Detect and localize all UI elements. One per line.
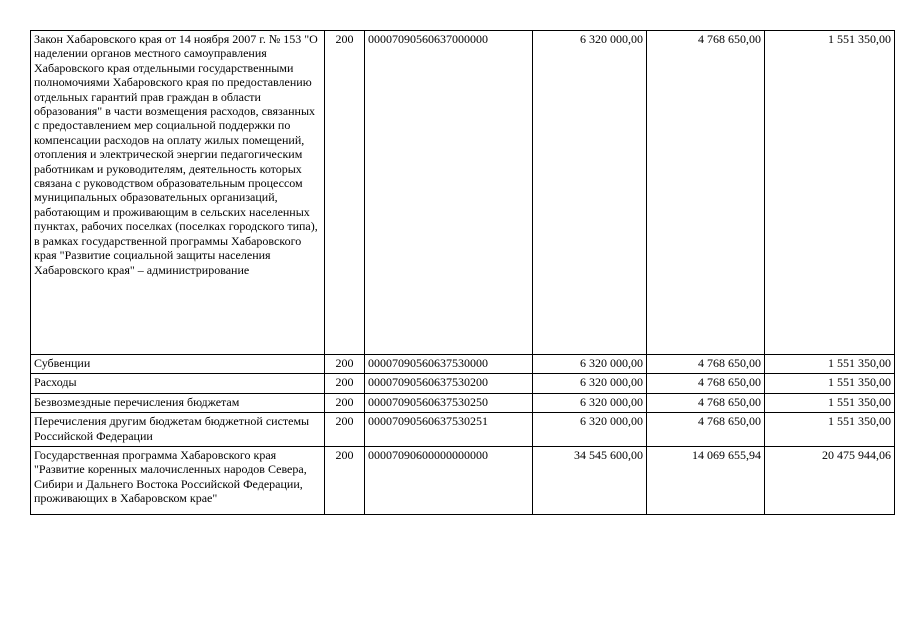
row-classification-code: 00007090600000000000	[365, 447, 533, 515]
row-approved-amount: 6 320 000,00	[533, 393, 647, 412]
row-executed-amount: 14 069 655,94	[647, 447, 765, 515]
row-name: Перечисления другим бюджетам бюджетной системы Российской Федерации	[31, 413, 325, 447]
row-executed-amount: 4 768 650,00	[647, 413, 765, 447]
table-row	[31, 374, 895, 393]
row-classification-code: 00007090560637530251	[365, 413, 533, 447]
row-unexecuted-amount: 1 551 350,00	[765, 393, 895, 412]
row-code: 200	[325, 413, 365, 447]
row-unexecuted-amount: 1 551 350,00	[765, 413, 895, 447]
row-code: 200	[325, 374, 365, 393]
row-name: Безвозмездные перечисления бюджетам	[31, 393, 325, 412]
row-unexecuted-amount: 20 475 944,06	[765, 447, 895, 515]
row-code: 200	[325, 355, 365, 374]
row-classification-code: 00007090560637530000	[365, 355, 533, 374]
row-approved-amount: 6 320 000,00	[533, 413, 647, 447]
table-row	[31, 355, 895, 374]
table-row	[31, 393, 895, 412]
row-approved-amount: 6 320 000,00	[533, 355, 647, 374]
row-name: Субвенции	[31, 355, 325, 374]
table-row	[31, 413, 895, 447]
row-unexecuted-amount: 1 551 350,00	[765, 374, 895, 393]
row-name: Государственная программа Хабаровского края "Развитие коренных малочисленных народов Севера, Сибири и Дальнего Востока Российской Федерации, проживающих в Хабаровском крае"	[31, 447, 325, 515]
row-executed-amount: 4 768 650,00	[647, 31, 765, 355]
row-executed-amount: 4 768 650,00	[647, 393, 765, 412]
row-approved-amount: 34 545 600,00	[533, 447, 647, 515]
row-code: 200	[325, 393, 365, 412]
row-classification-code: 00007090560637530250	[365, 393, 533, 412]
row-approved-amount: 6 320 000,00	[533, 31, 647, 355]
row-name: Расходы	[31, 374, 325, 393]
row-code: 200	[325, 447, 365, 515]
row-name: Закон Хабаровского края от 14 ноября 2007 г. № 153 "О наделении органов местного самоуправления Хабаровского края отдельными государственными полномочиями Хабаровского края по предоставлению отдельных гарантий прав граждан в области образования" в части возмещения расходов, связанных с предоставлением мер социальной поддержки по компенсации расходов на оплату жилых помещений, отопления и электрической энергии педагогическим работникам и руководителям, деятельность которых связана с руководством образовательным процессом муниципальных образовательных организаций, работающим и проживающим в сельских населенных пунктах, рабочих поселках (поселках городского типа), в рамках государственной программы Хабаровского края "Развитие социальной защиты населения Хабаровского края" – администрирование	[31, 31, 325, 355]
row-executed-amount: 4 768 650,00	[647, 355, 765, 374]
row-code: 200	[325, 31, 365, 355]
row-executed-amount: 4 768 650,00	[647, 374, 765, 393]
budget-table	[30, 30, 895, 515]
table-row	[31, 447, 895, 515]
table-row	[31, 31, 895, 355]
row-approved-amount: 6 320 000,00	[533, 374, 647, 393]
row-classification-code: 00007090560637000000	[365, 31, 533, 355]
row-unexecuted-amount: 1 551 350,00	[765, 355, 895, 374]
row-classification-code: 00007090560637530200	[365, 374, 533, 393]
row-unexecuted-amount: 1 551 350,00	[765, 31, 895, 355]
